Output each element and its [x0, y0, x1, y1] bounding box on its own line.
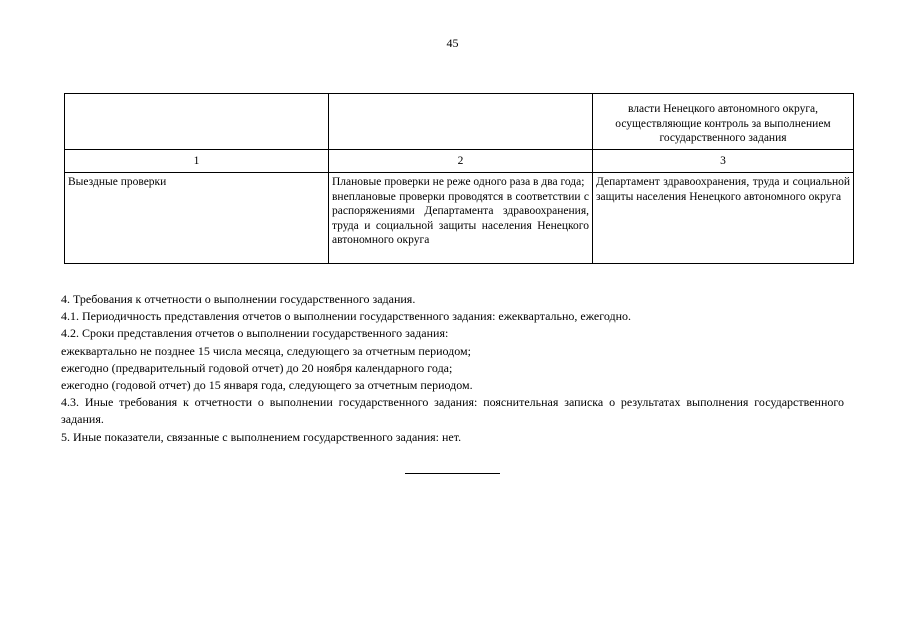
periodicity-unplanned: внеплановые проверки проводятся в соответствии с распоряжениями Департамента здравоохранения, труда и социальной защиты населения Ненецкого автономного округа [332, 190, 589, 247]
deadline-preliminary-annual: ежегодно (предварительный годовой отчет) до 20 ноября календарного года; [61, 360, 453, 375]
section-4-3: 4.3. Иные требования к отчетности о выполнении государственного задания: пояснительная записка о результатах выполнения государственного задания. [61, 395, 844, 427]
column-number-1: 1 [65, 150, 329, 173]
header-cell-2 [329, 94, 593, 150]
page-number: 45 [446, 36, 459, 50]
deadline-annual: ежегодно (годовой отчет) до 15 января года, следующего за отчетным периодом. [61, 378, 473, 393]
section-4-1: 4.1. Периодичность представления отчетов о выполнении государственного задания: ежеквартально, ежегодно. [61, 309, 632, 324]
periodicity-planned: Плановые проверки не реже одного раза в два года; [332, 176, 585, 188]
deadline-quarterly: ежеквартально не позднее 15 числа месяца, следующего за отчетным периодом; [61, 343, 471, 358]
control-table [64, 93, 854, 264]
column-number-3: 3 [593, 150, 854, 173]
reporting-requirements-text [61, 291, 844, 446]
column-number-row [65, 150, 854, 173]
section-5: 5. Иные показатели, связанные с выполнением государственного задания: нет. [61, 429, 462, 444]
table-row [65, 173, 854, 264]
section-4-heading: 4. Требования к отчетности о выполнении государственного задания. [61, 292, 416, 306]
end-of-document-rule [405, 473, 500, 474]
control-form-cell: Выездные проверки [65, 173, 329, 264]
table-header-row [65, 94, 854, 150]
column-number-2: 2 [329, 150, 593, 173]
periodicity-cell [329, 173, 593, 264]
section-4-2: 4.2. Сроки представления отчетов о выполнении государственного задания: [61, 326, 449, 341]
controlling-authority-cell: Департамент здравоохранения, труда и социальной защиты населения Ненецкого автономного округа [593, 173, 854, 264]
header-cell-1 [65, 94, 329, 150]
header-cell-3: власти Ненецкого автономного округа, осуществляющие контроль за выполнением государственного задания [593, 94, 854, 150]
